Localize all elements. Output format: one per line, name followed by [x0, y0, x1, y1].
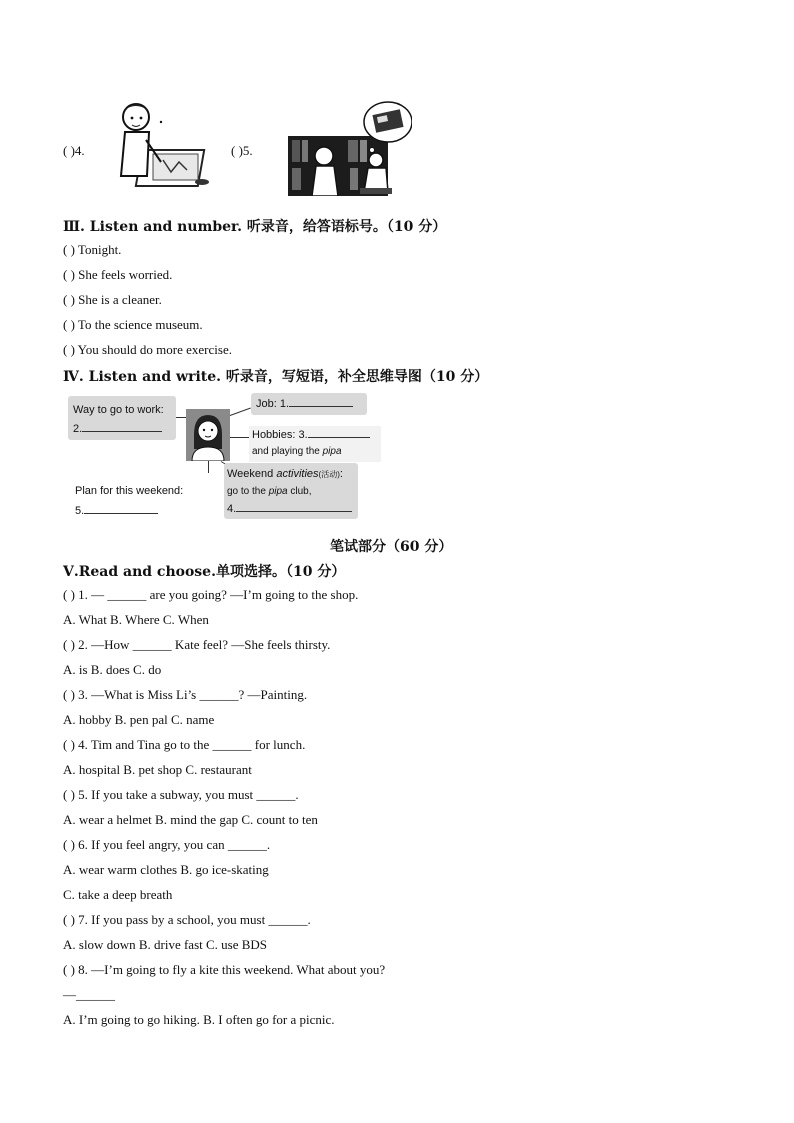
mindmap-weekend-colon: : — [339, 468, 343, 480]
section-3-item: ( ) She is a cleaner. — [63, 292, 162, 307]
options-1: A. What B. Where C. When — [63, 612, 209, 627]
mindmap-job-label: Job: 1. — [256, 398, 290, 410]
section-3-item: ( ) Tonight. — [63, 242, 122, 257]
section-5-heading: Ⅴ.Read and choose.单项选择。（10 分） — [63, 564, 346, 580]
answer-line-8: —______ — [63, 987, 115, 1002]
mindmap-plan-number: 5. — [75, 505, 85, 517]
mindmap-way-box — [68, 396, 176, 440]
mindmap-plan-label: Plan for this weekend: — [75, 485, 184, 497]
mindmap-weekend-number: 4. — [227, 503, 237, 515]
mindmap-hobbies-label: Hobbies: 3. — [252, 429, 308, 441]
section-3-heading: Ⅲ. Listen and number. 听录音，给答语标号。（10 分） — [63, 219, 447, 235]
mindmap-weekend-label: Weekend — [227, 468, 274, 480]
answer-blank-4[interactable] — [236, 511, 352, 512]
mindmap-activities-cn: (活动) — [318, 470, 340, 479]
mindmap-pipa-word: pipa — [322, 446, 342, 457]
picture-label-4: ( )4. — [63, 143, 85, 158]
mindmap-activities-word: activities — [276, 468, 319, 480]
options-3: A. hobby B. pen pal C. name — [63, 712, 215, 727]
question-2: ( ) 2. —How ______ Kate feel? —She feels thirsty. — [63, 637, 331, 652]
options-7: A. slow down B. drive fast C. use BDS — [63, 937, 268, 952]
question-4: ( ) 4. Tim and Tina go to the ______ for lunch. — [63, 737, 306, 752]
options-2: A. is B. does C. do — [63, 662, 162, 677]
answer-blank-5[interactable] — [84, 513, 158, 514]
mindmap-plan — [75, 485, 205, 519]
mindmap-pipa-word-2: pipa — [268, 486, 288, 497]
question-8: ( ) 8. —I’m going to fly a kite this weekend. What about you? — [63, 962, 386, 977]
question-1: ( ) 1. — ______ are you going? —I’m going to the shop. — [63, 587, 359, 602]
mindmap-hobbies-text: and playing the — [252, 446, 320, 457]
answer-blank-2[interactable] — [82, 431, 162, 432]
mind-map — [63, 393, 393, 523]
question-7: ( ) 7. If you pass by a school, you must ______. — [63, 912, 311, 927]
options-5: A. wear a helmet B. mind the gap C. count to ten — [63, 812, 318, 827]
boy-drawing-picture — [113, 100, 218, 192]
options-4: A. hospital B. pet shop C. restaurant — [63, 762, 252, 777]
mindmap-way-number: 2. — [73, 423, 83, 435]
mindmap-club-word: club, — [290, 486, 312, 497]
library-picture — [288, 100, 412, 196]
section-3-item: ( ) To the science museum. — [63, 317, 203, 332]
options-6-c: C. take a deep breath — [63, 887, 173, 902]
girl-portrait — [186, 409, 230, 461]
section-4-heading: Ⅳ. Listen and write. 听录音，写短语，补全思维导图（10 分） — [63, 369, 489, 385]
question-6: ( ) 6. If you feel angry, you can ______. — [63, 837, 271, 852]
mindmap-job-box — [251, 393, 367, 415]
written-part-title: 笔试部分（60 分） — [330, 539, 453, 555]
mindmap-hobbies — [249, 426, 381, 462]
picture-label-5: ( )5. — [231, 143, 253, 158]
answer-blank-1[interactable] — [289, 406, 353, 407]
mindmap-weekend-text: go to the — [227, 486, 266, 497]
options-6: A. wear warm clothes B. go ice-skating — [63, 862, 269, 877]
answer-blank-3[interactable] — [308, 437, 370, 438]
options-8: A. I’m going to go hiking. B. I often go for a picnic. — [63, 1012, 335, 1027]
question-5: ( ) 5. If you take a subway, you must ______. — [63, 787, 299, 802]
mindmap-way-label: Way to go to work: — [73, 404, 164, 416]
question-3: ( ) 3. —What is Miss Li’s ______? —Painting. — [63, 687, 308, 702]
section-3-item: ( ) She feels worried. — [63, 267, 173, 282]
mindmap-weekend-box — [224, 463, 358, 519]
section-3-item: ( ) You should do more exercise. — [63, 342, 232, 357]
